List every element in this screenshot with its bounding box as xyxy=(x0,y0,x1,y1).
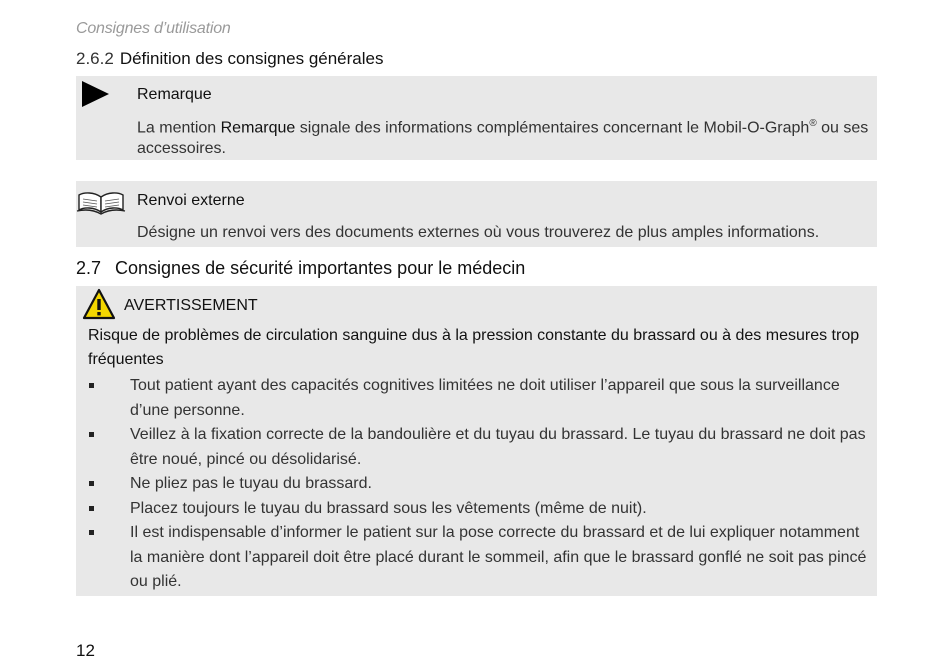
list-item xyxy=(88,374,868,423)
bullet-square-icon xyxy=(89,506,94,511)
bullet-square-icon xyxy=(89,481,94,486)
list-item-text: Tout patient ayant des capacités cognitives limitées ne doit utiliser l’appareil que sous la surveillance d’une personne. xyxy=(130,377,840,419)
page-number: 12 xyxy=(76,641,95,660)
remarque-text-bold: Remarque xyxy=(220,119,296,137)
section-heading-2-7 xyxy=(76,258,525,279)
list-item xyxy=(88,472,868,497)
remarque-text xyxy=(137,113,872,159)
renvoi-text: Désigne un renvoi vers des documents externes où vous trouverez de plus amples informations. xyxy=(137,224,820,241)
renvoi-title: Renvoi externe xyxy=(137,192,245,209)
remarque-title: Remarque xyxy=(137,86,212,103)
remarque-text-middle: signale des informations complémentaires concernant le Mobil-O-Graph xyxy=(295,119,810,137)
section-number: 2.6.2 xyxy=(76,49,114,68)
list-item-text: Veillez à la fixation correcte de la bandoulière et du tuyau du brassard. Le tuyau du brassard ne doit pas être noué, pincé ou désolidarisé. xyxy=(130,426,866,468)
section-heading-2-6-2 xyxy=(76,49,383,69)
remarque-box xyxy=(76,76,877,160)
bullet-square-icon xyxy=(89,530,94,535)
list-item xyxy=(88,423,868,472)
registered-mark: ® xyxy=(809,118,817,129)
running-header: Consignes d’utilisation xyxy=(76,20,231,37)
play-triangle-icon xyxy=(82,81,110,107)
section-title: Consignes de sécurité importantes pour le médecin xyxy=(115,258,526,278)
open-book-icon xyxy=(76,191,126,215)
bullet-square-icon xyxy=(89,432,94,437)
section-title: Définition des consignes générales xyxy=(119,49,384,68)
warning-title: AVERTISSEMENT xyxy=(124,297,258,314)
list-item-text: Ne pliez pas le tuyau du brassard. xyxy=(130,475,372,492)
remarque-text-end: ou ses accessoires. xyxy=(137,119,869,158)
warning-bullet-list xyxy=(88,374,868,595)
list-item xyxy=(88,497,868,522)
remarque-text-start: La mention xyxy=(137,119,221,137)
renvoi-box xyxy=(76,181,877,247)
warning-box xyxy=(76,286,877,596)
warning-triangle-icon xyxy=(82,288,116,320)
bullet-square-icon xyxy=(89,383,94,388)
list-item-text: Placez toujours le tuyau du brassard sous les vêtements (même de nuit). xyxy=(130,499,647,517)
section-number: 2.7 xyxy=(76,258,102,278)
list-item xyxy=(88,521,868,595)
list-item-text: Il est indispensable d’informer le patient sur la pose correcte du brassard et de lui expliquer notamment la manière dont l’appareil doit être placé durant le sommeil, afin que le brassard gonflé ne soit pas pincé ou plié. xyxy=(130,524,867,590)
warning-heading: Risque de problèmes de circulation sanguine dus à la pression constante du brassard ou à des mesures trop fréquentes xyxy=(88,327,860,368)
